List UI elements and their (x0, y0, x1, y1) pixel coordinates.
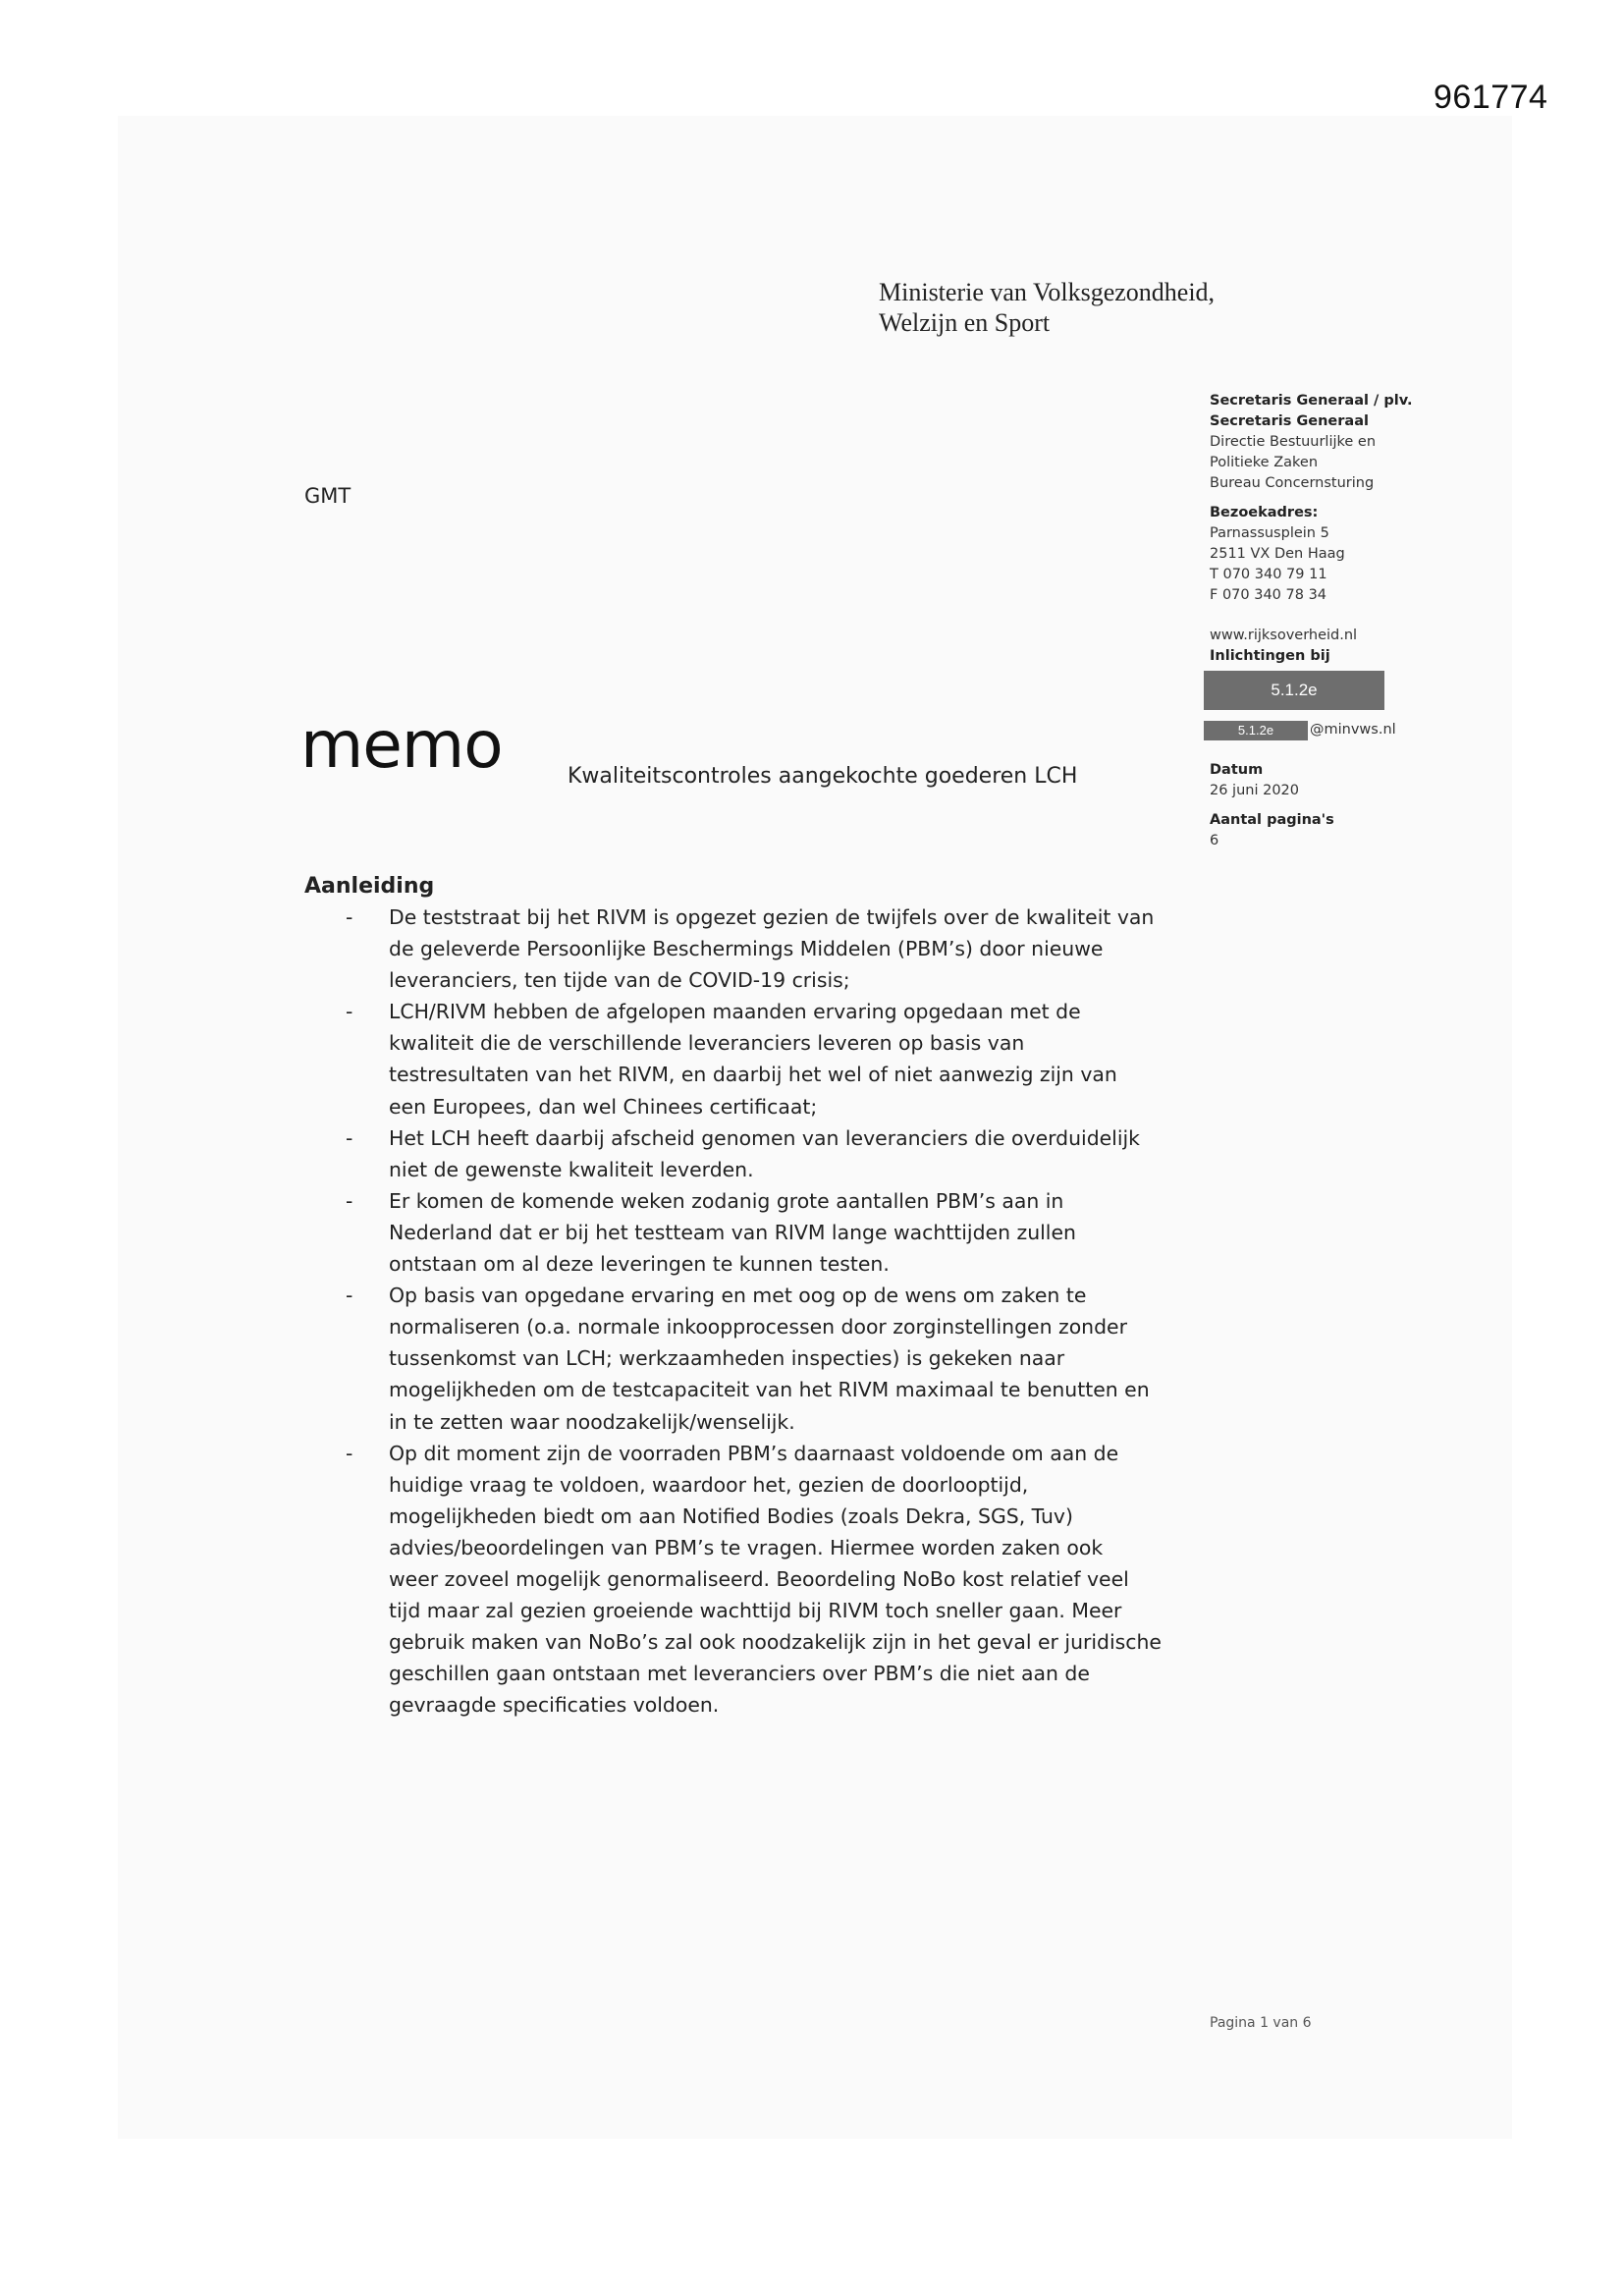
bullet-item (346, 1280, 1210, 1437)
department-line-1: Secretaris Generaal / plv. (1210, 393, 1413, 409)
bullet-line: kwaliteit die de verschillende leveranciers leveren op basis van (389, 1031, 1025, 1056)
bullet-item (346, 902, 1210, 996)
bullet-line: een Europees, dan wel Chinees certificaat; (389, 1094, 818, 1119)
page-count-value: 6 (1210, 833, 1219, 848)
bullet-item (346, 1185, 1210, 1280)
bullet-line: weer zoveel mogelijk genormaliseerd. Beoordeling NoBo kost relatief veel (389, 1566, 1129, 1591)
bullet-dash: - (346, 1284, 353, 1308)
date-label: Datum (1210, 762, 1264, 778)
bullet-line: tussenkomst van LCH; werkzaamheden inspecties) is gekeken naar (389, 1346, 1065, 1371)
bullet-dash: - (346, 905, 353, 929)
bullet-dash: - (346, 1000, 353, 1024)
memo-heading: memo (300, 707, 503, 783)
directorate-line-1: Directie Bestuurlijke en (1210, 434, 1377, 450)
bullet-line: in te zetten waar noodzakelijk/wenselijk. (389, 1409, 795, 1434)
bullet-line: Op dit moment zijn de voorraden PBM’s daarnaast voldoende om aan de (389, 1441, 1119, 1465)
email-domain: @minvws.nl (1310, 722, 1396, 738)
postal-city: 2511 VX Den Haag (1210, 546, 1345, 562)
phone-number: T 070 340 79 11 (1210, 567, 1327, 582)
bullet-dash: - (346, 1441, 353, 1465)
fax-number: F 070 340 78 34 (1210, 587, 1327, 603)
inquiries-label: Inlichtingen bij (1210, 648, 1330, 664)
date-value: 26 juni 2020 (1210, 783, 1300, 798)
bullet-line: leveranciers, ten tijde van de COVID-19 crisis; (389, 968, 850, 993)
inquiries-redaction: 5.1.2e (1204, 671, 1384, 710)
bullet-line: gebruik maken van NoBo’s zal ook noodzakelijk zijn in het geval er juridische (389, 1630, 1162, 1655)
bullet-line: de geleverde Persoonlijke Beschermings Middelen (PBM’s) door nieuwe (389, 937, 1104, 961)
bullet-line: testresultaten van het RIVM, en daarbij het wel of niet aanwezig zijn van (389, 1063, 1117, 1087)
bullet-line: ontstaan om al deze leveringen te kunnen testen. (389, 1252, 890, 1277)
bureau-name: Bureau Concernsturing (1210, 475, 1375, 491)
ministry-logo-text (879, 277, 1215, 338)
bullet-line: Nederland dat er bij het testteam van RIVM lange wachttijden zullen (389, 1220, 1076, 1244)
ministry-name-line-1: Ministerie van Volksgezondheid, (879, 278, 1216, 306)
bullet-line: Er komen de komende weken zodanig grote aantallen PBM’s aan in (389, 1188, 1064, 1213)
bullet-line: normaliseren (o.a. normale inkoopprocessen door zorginstellingen zonder (389, 1315, 1127, 1339)
bullet-line: LCH/RIVM hebben de afgelopen maanden ervaring opgedaan met de (389, 1000, 1081, 1024)
page-count-label: Aantal pagina's (1210, 812, 1334, 828)
bullet-line: tijd maar zal gezien groeiende wachttijd bij RIVM toch sneller gaan. Meer (389, 1599, 1122, 1623)
bullet-line: Op basis van opgedane ervaring en met oog op de wens om zaken te (389, 1284, 1087, 1308)
bullet-line: mogelijkheden om de testcapaciteit van het RIVM maximaal te benutten en (389, 1378, 1150, 1402)
recipient: GMT (304, 484, 352, 508)
page-footer: Pagina 1 van 6 (1210, 2015, 1312, 2031)
bullet-line: gevraagde specificaties voldoen. (389, 1693, 720, 1718)
bullet-dash: - (346, 1125, 353, 1150)
bullet-item (346, 1122, 1210, 1185)
website-link[interactable]: www.rijksoverheid.nl (1210, 628, 1358, 643)
bullet-list (346, 902, 1210, 1721)
email-redaction: 5.1.2e (1204, 721, 1308, 740)
bullet-line: advies/beoordelingen van PBM’s te vragen. Hiermee worden zaken ook (389, 1535, 1104, 1559)
bullet-line: geschillen gaan ontstaan met leveranciers over PBM’s die niet aan de (389, 1662, 1090, 1686)
bullet-line: mogelijkheden biedt om aan Notified Bodies (zoals Dekra, SGS, Tuv) (389, 1503, 1073, 1528)
visit-address-label: Bezoekadres: (1210, 505, 1319, 520)
email-line (1210, 720, 1504, 740)
bullet-dash: - (346, 1188, 353, 1213)
bullet-item (346, 1438, 1210, 1722)
sender-sidebar (1210, 391, 1504, 851)
ministry-name-line-2: Welzijn en Sport (879, 308, 1051, 337)
bullet-line: De teststraat bij het RIVM is opgezet gezien de twijfels over de kwaliteit van (389, 905, 1155, 929)
directorate-line-2: Politieke Zaken (1210, 455, 1319, 470)
memo-subject: Kwaliteitscontroles aangekochte goederen LCH (568, 764, 1078, 789)
bullet-line: Het LCH heeft daarbij afscheid genomen van leveranciers die overduidelijk (389, 1125, 1140, 1150)
bullet-line: niet de gewenste kwaliteit leverden. (389, 1157, 754, 1181)
document-number: 961774 (1434, 79, 1548, 116)
bullet-item (346, 996, 1210, 1121)
bullet-line: huidige vraag te voldoen, waardoor het, gezien de doorlooptijd, (389, 1472, 1029, 1497)
department-line-2: Secretaris Generaal (1210, 413, 1369, 429)
section-heading: Aanleiding (304, 874, 435, 899)
street-address: Parnassusplein 5 (1210, 525, 1329, 541)
